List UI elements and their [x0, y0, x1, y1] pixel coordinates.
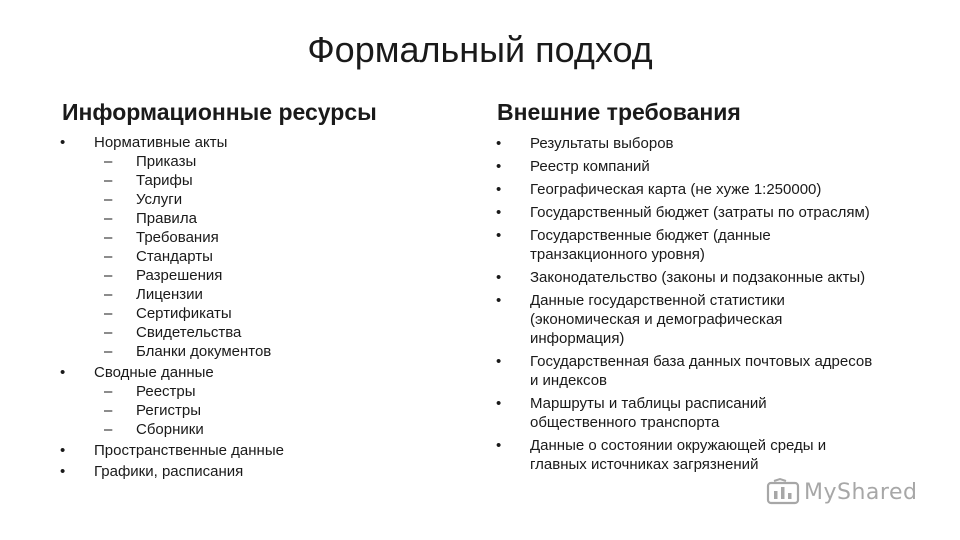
sub-list-item	[94, 209, 458, 228]
watermark-brand: MyShared	[804, 479, 918, 505]
dash-icon: –	[104, 383, 113, 400]
list-item	[494, 203, 914, 222]
right-column-heading: Внешние требования	[497, 99, 741, 125]
list-item	[494, 226, 914, 264]
list-item-line: Государственный бюджет (затраты по отраслям)	[530, 204, 870, 221]
mybar-chart-icon	[766, 477, 800, 507]
list-item-line: информация)	[530, 330, 625, 347]
list-item	[494, 352, 914, 390]
list-item-line: Данные государственной статистики	[530, 292, 785, 309]
list-item-line: главных источниках загрязнений	[530, 456, 759, 473]
dash-icon: –	[104, 210, 113, 227]
list-item-line: (экономическая и демографическая	[530, 311, 783, 328]
resources-list	[58, 131, 458, 481]
bullet-icon: •	[496, 204, 502, 221]
list-item-label: Нормативные акты	[94, 134, 228, 151]
bullet-icon: •	[496, 181, 502, 198]
sub-list-item	[94, 171, 458, 190]
list-item-label: Сводные данные	[94, 364, 214, 381]
sub-list-item-label: Сертификаты	[136, 305, 232, 322]
sub-list-item-label: Бланки документов	[136, 343, 272, 360]
sub-list-item	[94, 247, 458, 266]
left-column-heading: Информационные ресурсы	[62, 99, 377, 125]
list-item	[494, 436, 914, 474]
list-item	[494, 268, 914, 287]
sub-list	[94, 152, 458, 361]
sub-list-item	[94, 323, 458, 342]
list-item-line: Государственные бюджет (данные	[530, 227, 771, 244]
dash-icon: –	[104, 286, 113, 303]
list-item-line: и индексов	[530, 372, 608, 389]
list-item-line: Реестр компаний	[530, 158, 650, 175]
list-item	[494, 134, 914, 153]
list-item-line: Результаты выборов	[530, 135, 674, 152]
dash-icon: –	[104, 402, 113, 419]
sub-list-item-label: Стандарты	[136, 248, 213, 265]
bullet-icon: •	[496, 269, 502, 286]
sub-list-item-label: Требования	[136, 229, 219, 246]
sub-list-item-label: Регистры	[136, 402, 202, 419]
list-item	[494, 291, 914, 348]
list-item-line: общественного транспорта	[530, 414, 720, 431]
sub-list-item	[94, 420, 458, 439]
watermark	[766, 477, 917, 507]
list-item	[58, 133, 458, 361]
list-item	[58, 363, 458, 439]
bullet-icon: •	[496, 292, 502, 309]
sub-list-item-label: Разрешения	[136, 267, 223, 284]
sub-list-item	[94, 190, 458, 209]
sub-list-item	[94, 342, 458, 361]
bullet-icon: •	[496, 395, 502, 412]
list-item	[494, 394, 914, 432]
dash-icon: –	[104, 324, 113, 341]
sub-list-item-label: Лицензии	[136, 286, 203, 303]
list-item-line: Данные о состоянии окружающей среды и	[530, 437, 827, 454]
requirements-list	[494, 134, 914, 478]
slide-title: Формальный подход	[307, 29, 653, 70]
list-item	[494, 157, 914, 176]
sub-list-item-label: Правила	[136, 210, 197, 227]
list-item	[494, 180, 914, 199]
sub-list-item	[94, 285, 458, 304]
sub-list-item	[94, 401, 458, 420]
sub-list-item-label: Свидетельства	[136, 324, 242, 341]
bullet-icon: •	[60, 463, 66, 480]
sub-list-item	[94, 304, 458, 323]
dash-icon: –	[104, 267, 113, 284]
dash-icon: –	[104, 191, 113, 208]
sub-list-item-label: Тарифы	[136, 172, 193, 189]
dash-icon: –	[104, 305, 113, 322]
list-item	[58, 441, 458, 460]
bullet-icon: •	[60, 364, 66, 381]
sub-list	[94, 382, 458, 439]
dash-icon: –	[104, 343, 113, 360]
sub-list-item-label: Услуги	[136, 191, 183, 208]
list-item-label: Пространственные данные	[94, 442, 284, 459]
bullet-icon: •	[496, 158, 502, 175]
bullet-icon: •	[60, 442, 66, 459]
sub-list-item	[94, 152, 458, 171]
bullet-icon: •	[496, 437, 502, 454]
list-item	[58, 462, 458, 481]
dash-icon: –	[104, 421, 113, 438]
dash-icon: –	[104, 172, 113, 189]
list-item-line: Законодательство (законы и подзаконные акты)	[530, 269, 866, 286]
bullet-icon: •	[60, 134, 66, 151]
sub-list-item-label: Приказы	[136, 153, 197, 170]
dash-icon: –	[104, 153, 113, 170]
sub-list-item	[94, 266, 458, 285]
bullet-icon: •	[496, 227, 502, 244]
sub-list-item	[94, 382, 458, 401]
sub-list-item-label: Реестры	[136, 383, 196, 400]
list-item-line: транзакционного уровня)	[530, 246, 705, 263]
list-item-label: Графики, расписания	[94, 463, 244, 480]
bullet-icon: •	[496, 353, 502, 370]
dash-icon: –	[104, 248, 113, 265]
list-item-line: Маршруты и таблицы расписаний	[530, 395, 767, 412]
list-item-line: Географическая карта (не хуже 1:250000)	[530, 181, 822, 198]
list-item-line: Государственная база данных почтовых адресов	[530, 353, 873, 370]
sub-list-item	[94, 228, 458, 247]
bullet-icon: •	[496, 135, 502, 152]
sub-list-item-label: Сборники	[136, 421, 204, 438]
dash-icon: –	[104, 229, 113, 246]
